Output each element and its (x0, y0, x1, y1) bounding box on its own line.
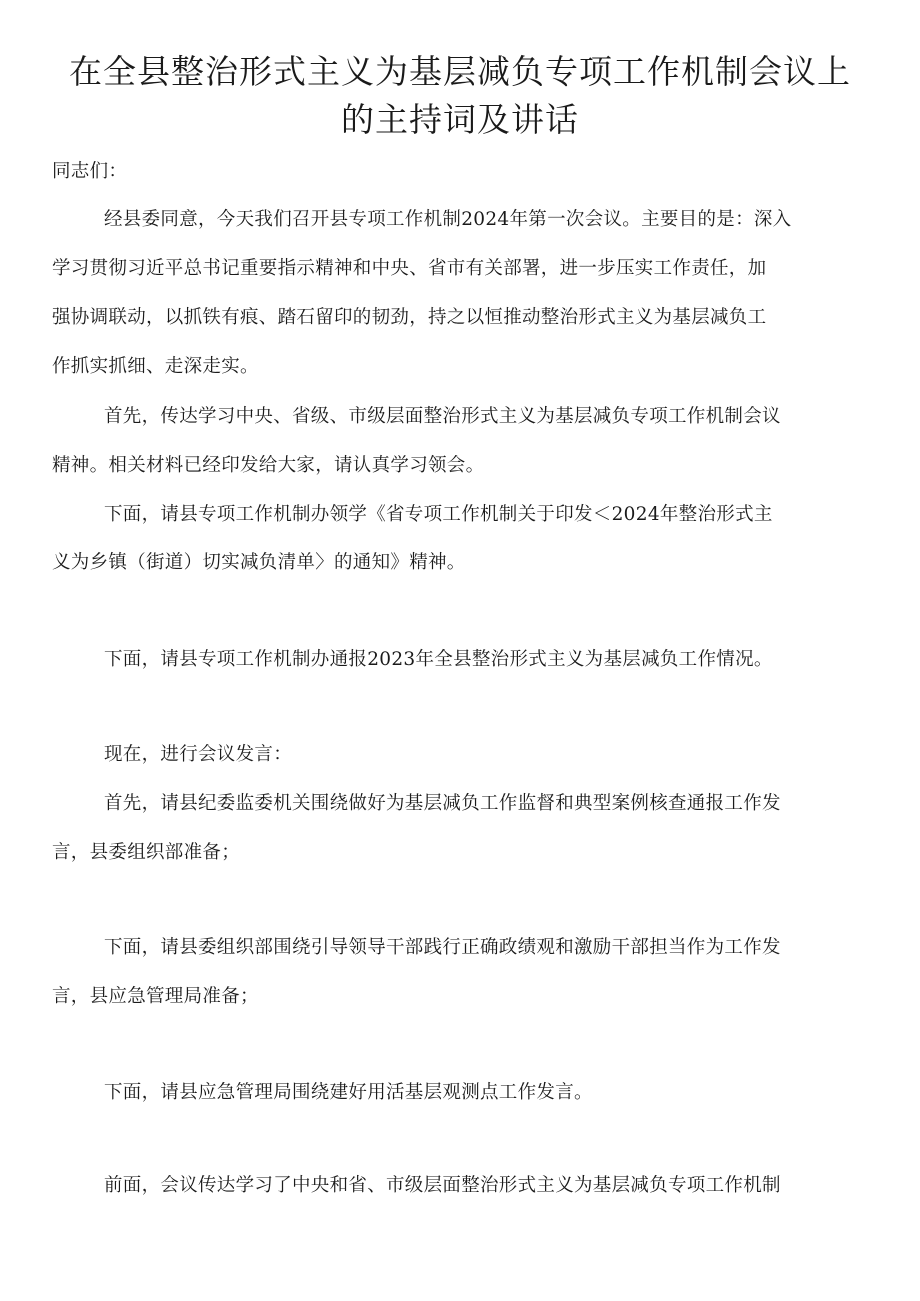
paragraph-7-line-1: 下面，请县委组织部围绕引导领导干部践行正确政绩观和激励干部担当作为工作发 (104, 937, 781, 958)
paragraph-3-line-2: 义为乡镇（街道）切实减负清单〉的通知》精神。 (52, 552, 466, 573)
paragraph-3-line-1: 下面，请县专项工作机制办领学《省专项工作机制关于印发＜2024年整治形式主 (104, 504, 773, 525)
salutation: 同志们： (52, 161, 128, 182)
paragraph-5-line-1: 现在，进行会议发言： (104, 744, 293, 765)
paragraph-1-line-3: 强协调联动，以抓铁有痕、踏石留印的韧劲，持之以恒推动整治形式主义为基层减负工 (52, 307, 767, 328)
paragraph-6-line-1: 首先，请县纪委监委机关围绕做好为基层减负工作监督和典型案例核查通报工作发 (104, 793, 781, 814)
paragraph-7-line-2: 言，县应急管理局准备； (52, 986, 259, 1007)
paragraph-2-line-1: 首先，传达学习中央、省级、市级层面整治形式主义为基层减负专项工作机制会议 (104, 406, 781, 427)
paragraph-1-line-2: 学习贯彻习近平总书记重要指示精神和中央、省市有关部署，进一步压实工作责任，加 (52, 258, 767, 279)
paragraph-9-line-1: 前面，会议传达学习了中央和省、市级层面整治形式主义为基层减负专项工作机制 (104, 1175, 781, 1196)
paragraph-1-line-4: 作抓实抓细、走深走实。 (52, 356, 259, 377)
paragraph-4-line-1: 下面，请县专项工作机制办通报2023年全县整治形式主义为基层减负工作情况。 (104, 649, 773, 670)
document-title-line-1: 在全县整治形式主义为基层减负专项工作机制会议上 (69, 52, 851, 91)
paragraph-1-line-1: 经县委同意，今天我们召开县专项工作机制2024年第一次会议。主要目的是：深入 (104, 209, 792, 230)
paragraph-2-line-2: 精神。相关材料已经印发给大家，请认真学习领会。 (52, 455, 485, 476)
paragraph-8-line-1: 下面，请县应急管理局围绕建好用活基层观测点工作发言。 (104, 1082, 593, 1103)
document-title-line-2: 的主持词及讲话 (341, 100, 579, 139)
paragraph-6-line-2: 言，县委组织部准备； (52, 842, 241, 863)
